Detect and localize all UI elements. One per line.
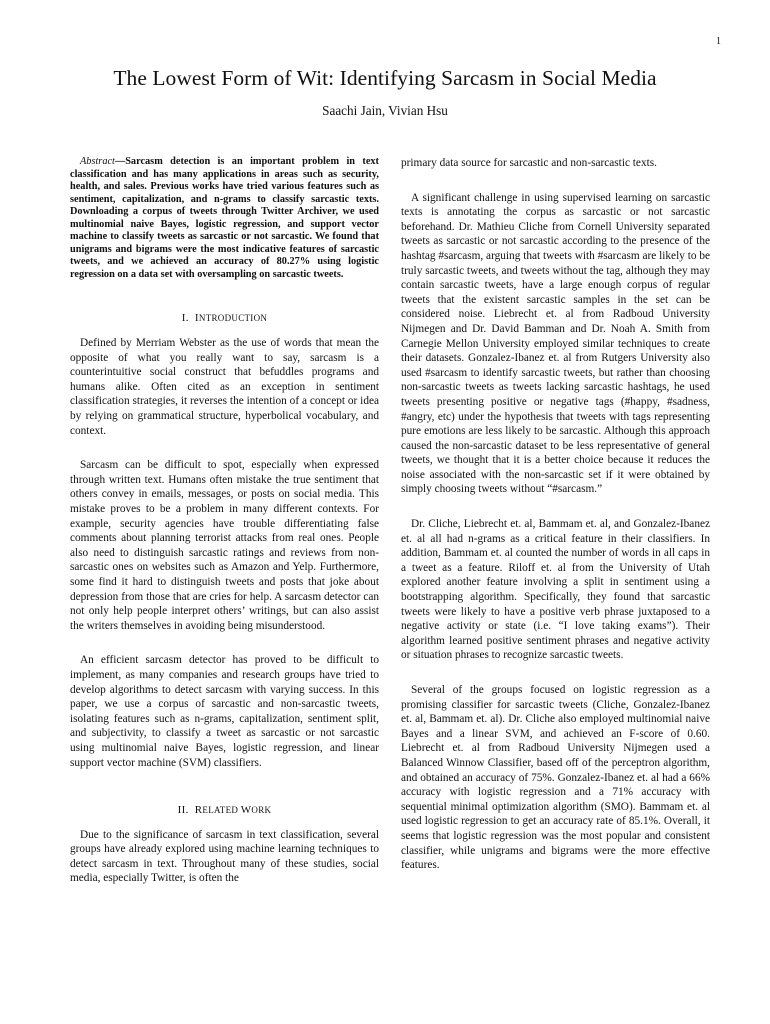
page-number: 1 [716, 36, 721, 47]
abstract-text: Sarcasm detection is an important problem in text classification and has many applications in areas such as security, health, and sales. Previous works have tried various features such as sentiment, capitalization, and n-grams to classify sarcastic texts. Downloading a corpus of tweets through Twitter Archiver, we used multinomial naive Bayes, logistic regression, and support vector machine to classify tweets as sarcastic or not sarcastic. We found that unigrams and bigrams were the most indicative features of sarcastic tweets, and we achieved an accuracy of 80.27% using logistic regression on a data set with oversampling on sarcastic tweets. [70, 156, 379, 280]
section-title-rest: ELATED [202, 805, 241, 816]
section-numeral: I. [181, 312, 189, 325]
paper-title: The Lowest Form of Wit: Identifying Sarcasm in Social Media [113, 66, 657, 90]
paper-authors: Saachi Jain, Vivian Hsu [322, 103, 448, 118]
intro-paragraph-2: Sarcasm can be difficult to spot, especially when expressed through written text. Humans often mistake the true sentiment that others convey in emails, messages, or posts on social media. This mistake proves to be a problem in many different contexts. For example, security agencies have trouble differentiating false comments about planning terrorist attacks from real ones. People also need to distinguish sarcastic ratings and reviews from non-sarcastic ones on websites such as Amazon and Yelp. Furthermore, some find it hard to distinguish tweets and posts that joke about depression from those that are cries for help. A sarcasm detector can not only help people interpret others’ writings, but can also assist the writers themselves in avoiding being misunderstood. [70, 459, 379, 632]
related-paragraph-1-end: primary data source for sarcastic and non-sarcastic texts. [401, 157, 657, 169]
section-heading-introduction [70, 311, 379, 326]
section-heading-related-work [70, 803, 379, 818]
abstract [70, 156, 379, 281]
intro-paragraph-1: Defined by Merriam Webster as the use of words that mean the opposite of what you really want to say, sarcasm is a counterintuitive social construct that befuddles programs and humans alike. Often cited as an exception in sentiment classification strategies, it reverses the intention of a concept or idea by relying on grammatical structure, hyperbolical vocabulary, and context. [70, 337, 379, 437]
related-paragraph-3: Dr. Cliche, Liebrecht et. al, Bammam et. al, and Gonzalez-Ibanez et. al all had n-grams as a critical feature in their classifiers. In addition, Bammam et. al counted the number of words in all caps in a tweet as a feature. Riloff et. al from the University of Utah explored another feature involving a split in sentiment using a bootstrapping algorithm. Specifically, they found that sarcastic tweets were likely to have a positive verb phrase juxtaposed to a negative activity or state (i.e. “I love taking exams”). Their algorithm learned positive sentiment phrases and negative activity or situation phrases to recognize sarcastic tweets. [401, 518, 710, 662]
related-paragraph-4: Several of the groups focused on logistic regression as a promising classifier for sarcastic tweets (Cliche, Gonzalez-Ibanez et. al, Bammam et. al). Dr. Cliche also employed multinomial naive Bayes and a linear SVM, and achieved an F-score of 0.60. Liebrecht et. al from Radboud University Nijmegen used a Balanced Winnow Classifier, based off of the perceptron algorithm, and obtained an accuracy of 75%. Gonzalez-Ibanez et. al had a 66% accuracy with logistic regression and a 71% accuracy with sequential minimal optimization algorithm (SMO). Bammam et. al used logistic regression to get an accuracy rate of 85.1%. Overall, it seems that logistic regression was the most popular and consistent classifier, while unigrams and bigrams were the more effective features. [401, 684, 710, 872]
section-title-initial: R [194, 804, 203, 817]
left-column [70, 156, 379, 886]
related-paragraph-2: A significant challenge in using supervised learning on sarcastic texts is annotating the corpus as sarcastic or not sarcastic beforehand. Dr. Mathieu Cliche from Cornell University separated tweets as sarcastic or not sarcastic according to the presence of the hashtag #sarcasm, arguing that tweets with #sarcasm are likely to be truly sarcastic tweets, and tweets without the tag, although they may contain sarcastic tweets, have a large enough corpus of regular tweets that the existent sarcastic samples in the set can be considered noise. Liebrecht et. al from Radboud University Nijmegen and Dr. David Bamman and Dr. Noah A. Smith from Carnegie Mellon University employed similar techniques to create their datasets. Gonzalez-Ibanez et. al from Rutgers University also used #sarcasm to identify sarcastic tweets, but rather than choosing non-sarcastic tweets as tweets lacking sarcastic hashtags, he used tweets presenting positive or negative tags (#happy, #sadness, #angry, etc) under the hypothesis that tweets with tags representing pure emotions are less likely to be sarcastic. Although this approach caused the non-sarcastic dataset to be less representative of general tweets, we thought that it is a better choice because it reduces the noise associated with the non-sarcastic set if it were obtained by simply choosing tweets without “#sarcasm.” [401, 191, 710, 496]
section-title-rest-2: ORK [251, 805, 272, 816]
section-title-rest: NTRODUCTION [198, 313, 268, 324]
section-title-initial: I [194, 312, 199, 325]
section-title-initial-2: W [240, 804, 252, 817]
right-column [401, 156, 710, 873]
section-numeral: II. [177, 804, 189, 817]
abstract-dash: — [114, 156, 126, 167]
related-paragraph-1-start: Due to the significance of sarcasm in text classification, several groups have already explored using machine learning techniques to detect sarcasm in text. Throughout many of these studies, social media, especially Twitter, is often the [70, 828, 379, 885]
abstract-label: Abstract [80, 156, 115, 167]
intro-paragraph-3: An efficient sarcasm detector has proved to be difficult to implement, as many companies and research groups have tried to develop algorithms to detect sarcasm with varying success. In this paper, we use a corpus of sarcastic and non-sarcastic tweets, isolating features such as n-grams, capitalization, sentiment split, and subjectivity, to classify a tweet as sarcastic or not sarcastic using multinomial naive Bayes, logistic regression, and linear support vector machine (SVM) classifiers. [70, 654, 379, 769]
